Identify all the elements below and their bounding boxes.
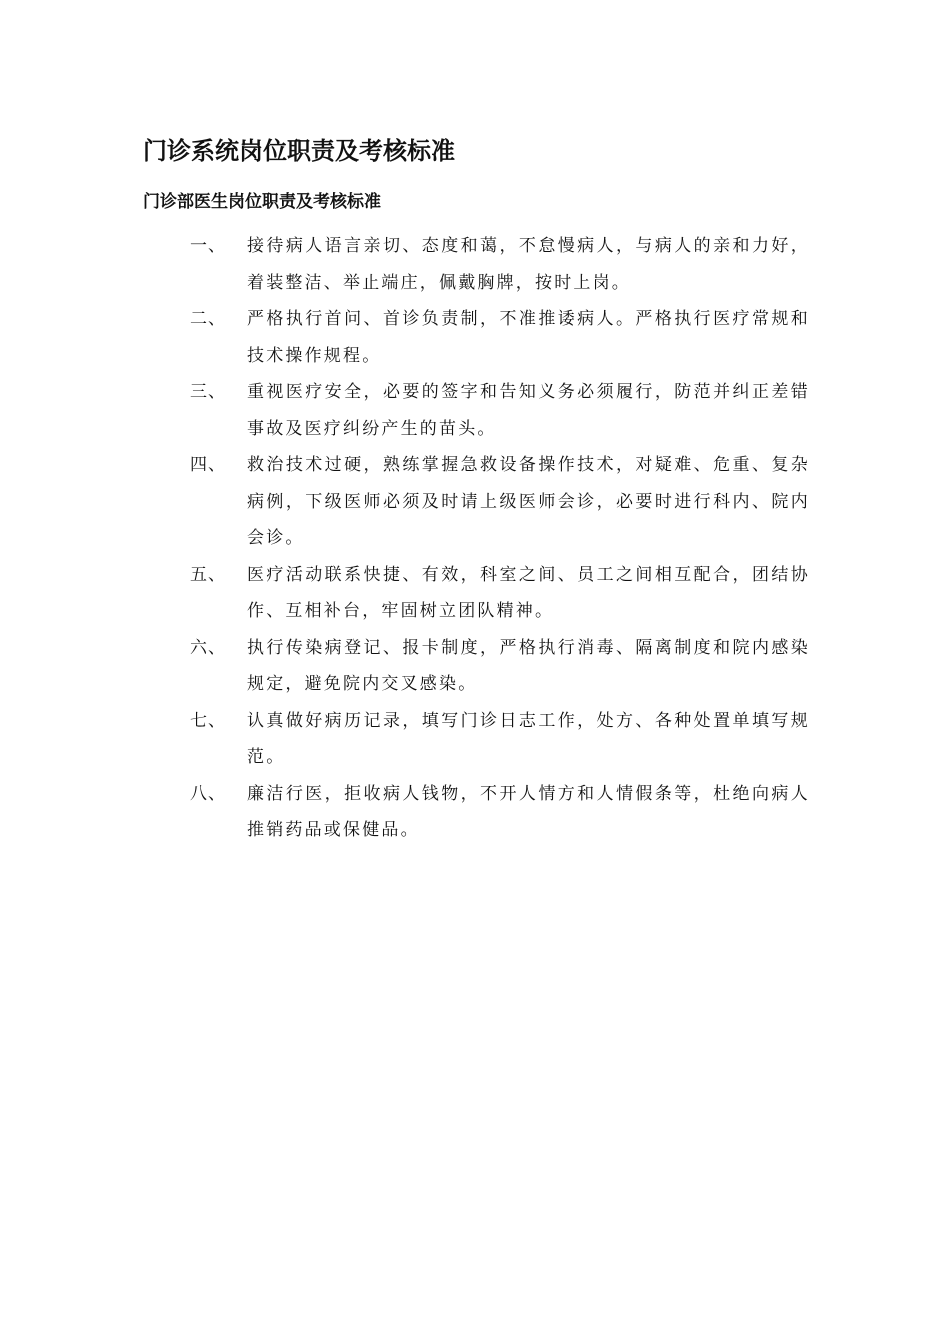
duty-item-2 (190, 301, 810, 374)
duty-item-6 (190, 630, 810, 703)
section-title: 门诊部医生岗位职责及考核标准 (143, 192, 381, 212)
duty-text: 救治技术过硬，熟练掌握急救设备操作技术，对疑难、危重、复杂病例，下级医师必须及时请上级医师会诊，必要时进行科内、院内会诊。 (247, 455, 810, 548)
duty-list (190, 228, 810, 849)
duty-text: 执行传染病登记、报卡制度，严格执行消毒、隔离制度和院内感染规定，避免院内交叉感染。 (247, 637, 810, 694)
duty-number: 三、 (190, 382, 226, 402)
duty-number: 二、 (190, 309, 226, 329)
duty-text: 认真做好病历记录，填写门诊日志工作，处方、各种处置单填写规范。 (247, 710, 810, 767)
duty-item-1 (190, 228, 810, 301)
duty-number: 六、 (190, 637, 226, 658)
duty-text: 重视医疗安全，必要的签字和告知义务必须履行，防范并纠正差错事故及医疗纠纷产生的苗头。 (247, 382, 810, 439)
duty-number: 一、 (190, 236, 226, 256)
duty-item-5 (190, 557, 810, 630)
duty-number: 八、 (190, 783, 226, 804)
duty-item-3 (190, 374, 810, 447)
duty-item-8 (190, 776, 810, 849)
duty-number: 七、 (190, 710, 226, 731)
duty-text: 廉洁行医，拒收病人钱物，不开人情方和人情假条等，杜绝向病人推销药品或保健品。 (247, 783, 810, 840)
duty-text: 医疗活动联系快捷、有效，科室之间、员工之间相互配合，团结协作、互相补台，牢固树立团队精神。 (247, 564, 810, 621)
duty-item-7 (190, 703, 810, 776)
duty-text: 严格执行首问、首诊负责制，不准推诿病人。严格执行医疗常规和技术操作规程。 (247, 309, 810, 366)
document-title: 门诊系统岗位职责及考核标准 (143, 137, 455, 165)
duty-text: 接待病人语言亲切、态度和蔼，不怠慢病人，与病人的亲和力好，着装整洁、举止端庄，佩戴胸牌，按时上岗。 (247, 236, 810, 293)
duty-number: 五、 (190, 564, 226, 585)
duty-number: 四、 (190, 455, 226, 475)
duty-item-4 (190, 447, 810, 557)
